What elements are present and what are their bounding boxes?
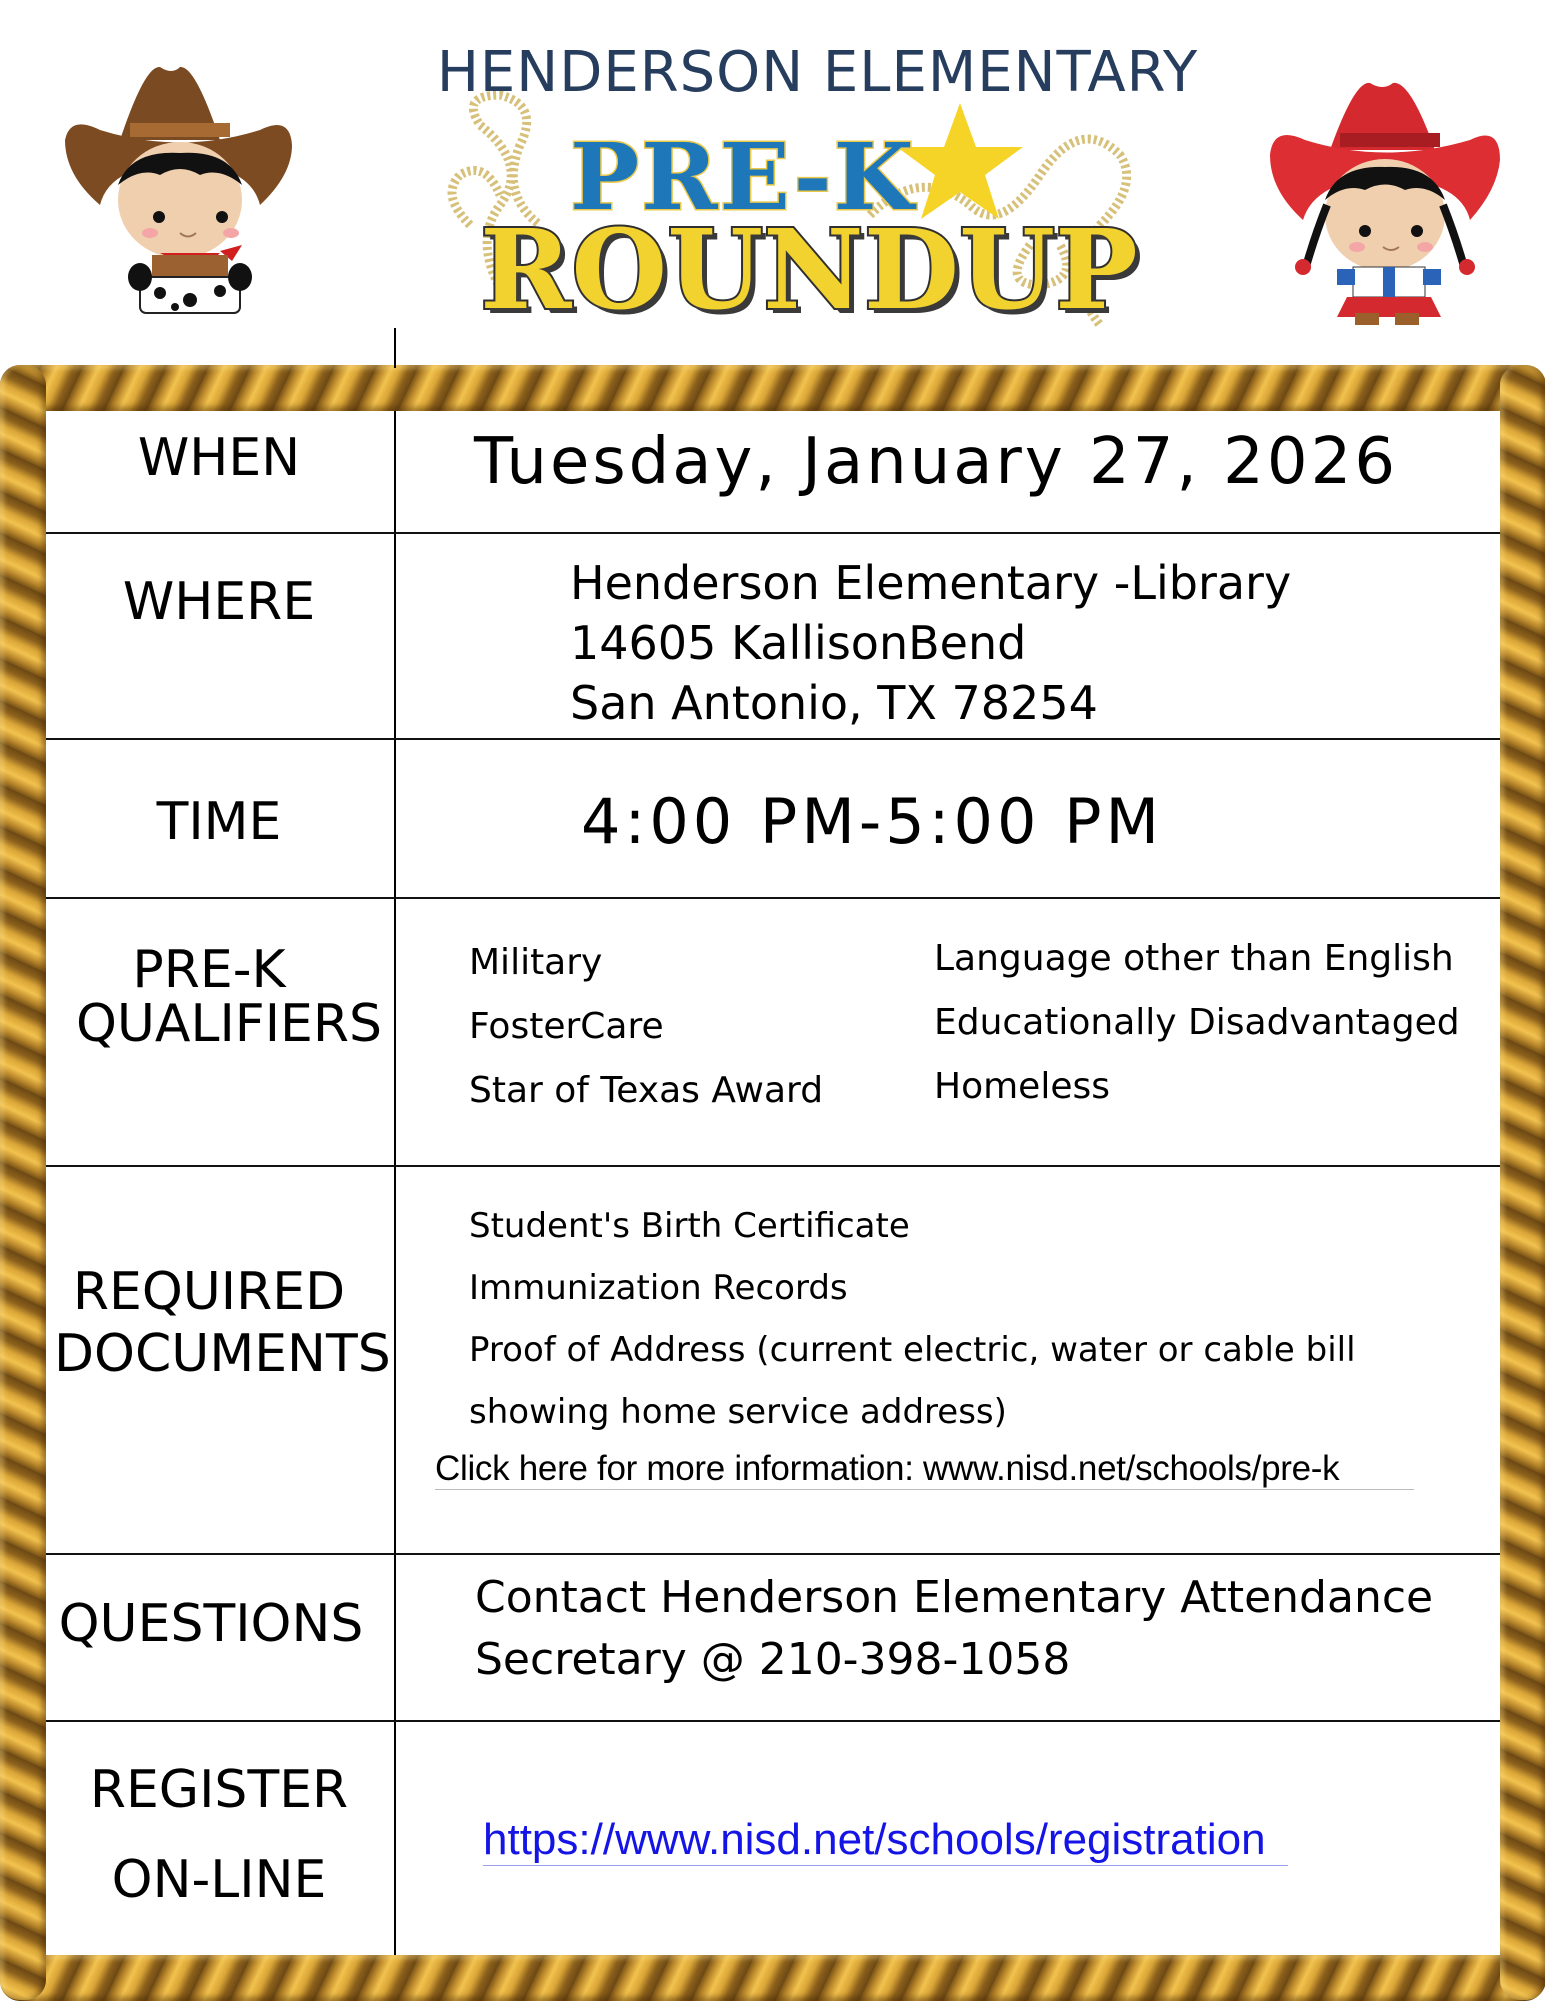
- more-info-link[interactable]: Click here for more information: www.nisd.net/schools/pre-k: [435, 1449, 1414, 1490]
- document-item: Proof of Address (current electric, water or cable bill: [469, 1330, 1356, 1370]
- rope-border-right: [1500, 365, 1545, 2000]
- qualifier-item: Homeless: [934, 1066, 1110, 1107]
- pre-k-roundup-logo: [440, 85, 1160, 335]
- contact-line: Contact Henderson Elementary Attendance: [475, 1572, 1434, 1623]
- qualifier-item: Educationally Disadvantaged: [934, 1002, 1460, 1043]
- column-divider-top-stub: [394, 328, 396, 368]
- qualifier-item: Military: [469, 942, 603, 983]
- where-label: WHERE: [122, 572, 316, 632]
- documents-label-line: DOCUMENTS: [54, 1324, 391, 1384]
- event-date: Tuesday, January 27, 2026: [474, 425, 1399, 499]
- rope-border-top: [0, 365, 1545, 411]
- questions-label: QUESTIONS: [58, 1594, 364, 1654]
- registration-link[interactable]: https://www.nisd.net/schools/registration: [483, 1815, 1288, 1866]
- address-line: San Antonio, TX 78254: [570, 676, 1098, 730]
- address-line: Henderson Elementary -Library: [570, 556, 1292, 610]
- address-line: 14605 KallisonBend: [570, 616, 1027, 670]
- qualifier-item: Language other than English: [934, 938, 1454, 979]
- rope-frame-border: [0, 365, 1545, 2000]
- event-time: 4:00 PM-5:00 PM: [581, 785, 1164, 858]
- document-item: showing home service address): [469, 1392, 1007, 1432]
- rope-border-bottom: [0, 1955, 1545, 2001]
- qualifiers-label-line: QUALIFIERS: [75, 994, 383, 1054]
- register-label-line: REGISTER: [89, 1760, 349, 1820]
- contact-line: Secretary @ 210-398-1058: [475, 1634, 1071, 1685]
- document-item: Student's Birth Certificate: [469, 1206, 910, 1246]
- rope-border-left: [0, 365, 46, 2000]
- logo-roundup-text: ROUNDUP: [480, 205, 1138, 334]
- when-label: WHEN: [137, 428, 301, 488]
- document-item: Immunization Records: [469, 1268, 848, 1308]
- qualifier-item: FosterCare: [469, 1006, 664, 1047]
- qualifier-item: Star of Texas Award: [469, 1070, 824, 1111]
- register-label-line: ON-LINE: [111, 1850, 327, 1910]
- time-label: TIME: [156, 792, 282, 852]
- documents-label-line: REQUIRED: [72, 1262, 346, 1322]
- logo-pre-k-text: PRE-K: [570, 123, 916, 231]
- qualifiers-label-line: PRE-K: [132, 940, 286, 1000]
- school-name-title: HENDERSON ELEMENTARY: [436, 40, 1199, 105]
